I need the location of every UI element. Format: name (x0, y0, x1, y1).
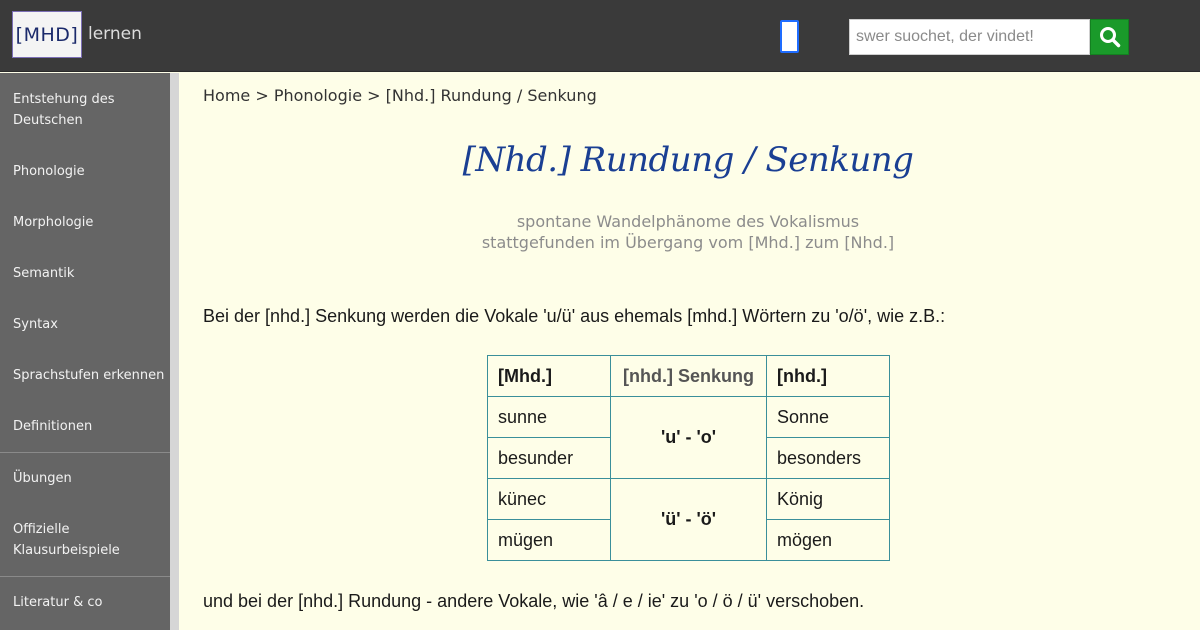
sidebar-item-syntax[interactable]: Syntax (13, 317, 58, 332)
sidebar-item-sprachstufen[interactable]: Sprachstufen erkennen (13, 368, 165, 383)
table-row (488, 397, 890, 438)
table-row (488, 479, 890, 520)
sidebar-edge (170, 73, 179, 630)
vowel-table (487, 355, 890, 561)
menu-toggle-button[interactable] (780, 20, 799, 53)
sidebar-item-klausurbeispiele[interactable]: Offizielle Klausurbeispiele (13, 522, 120, 558)
table-cell-nhd: König (767, 479, 890, 520)
subtitle-line-1: spontane Wandelphänome des Vokalismus (516, 212, 860, 231)
breadcrumb (203, 86, 597, 105)
logo-text: [MHD] (15, 23, 79, 46)
sidebar-item-semantik[interactable]: Semantik (13, 266, 75, 281)
table-header-row (488, 356, 890, 397)
search-input[interactable] (849, 19, 1090, 55)
sidebar-item-definitionen[interactable]: Definitionen (13, 419, 93, 434)
table-cell-change: 'u' - 'o' (611, 397, 767, 479)
site-logo[interactable] (12, 11, 82, 58)
breadcrumb-section[interactable]: Phonologie (273, 86, 363, 105)
brand-text[interactable]: lernen (88, 24, 142, 44)
table-header-senkung: [nhd.] Senkung (611, 356, 767, 397)
intro-paragraph: Bei der [nhd.] Senkung werden die Vokale 'u/ü' aus ehemals [mhd.] Wörtern zu 'o/ö', wie z.B.: (203, 306, 946, 326)
search-button[interactable] (1090, 19, 1129, 55)
sidebar-item-entstehung[interactable]: Entstehung des Deutschen (13, 92, 115, 128)
sidebar-item-morphologie[interactable]: Morphologie (13, 215, 94, 230)
subtitle-line-2: stattgefunden im Übergang vom [Mhd.] zum [Nhd.] (481, 233, 895, 252)
sidebar-item-literatur[interactable]: Literatur & co (13, 595, 103, 610)
table-cell-mhd: künec (488, 479, 611, 520)
table-cell-nhd: Sonne (767, 397, 890, 438)
page-title: [Nhd.] Rundung / Senkung (462, 140, 914, 180)
sidebar-item-uebungen[interactable]: Übungen (13, 471, 72, 486)
sidebar-item-phonologie[interactable]: Phonologie (13, 164, 85, 179)
search-icon (1099, 26, 1121, 48)
table-cell-nhd: mögen (767, 520, 890, 561)
breadcrumb-home[interactable]: Home (203, 86, 251, 105)
sidebar-divider (0, 452, 170, 453)
table-cell-mhd: besunder (488, 438, 611, 479)
table-cell-nhd: besonders (767, 438, 890, 479)
breadcrumb-current: [Nhd.] Rundung / Senkung (385, 86, 597, 105)
table-cell-change: 'ü' - 'ö' (611, 479, 767, 561)
breadcrumb-separator: > (367, 86, 381, 105)
table-cell-mhd: mügen (488, 520, 611, 561)
sidebar-divider (0, 576, 170, 577)
outro-paragraph: und bei der [nhd.] Rundung - andere Vokale, wie 'â / e / ie' zu 'o / ö / ü' verschoben. (203, 591, 865, 611)
breadcrumb-separator: > (255, 86, 269, 105)
table-header-mhd: [Mhd.] (488, 356, 611, 397)
top-header (0, 0, 1200, 72)
table-cell-mhd: sunne (488, 397, 611, 438)
table-header-nhd: [nhd.] (767, 356, 890, 397)
